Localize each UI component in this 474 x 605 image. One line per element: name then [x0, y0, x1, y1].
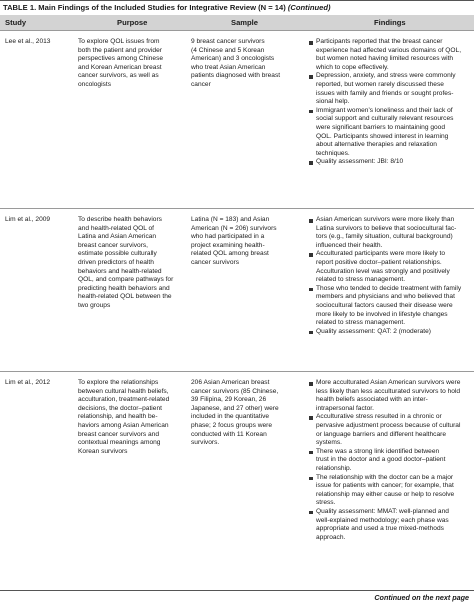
finding-line: reported, but women rarely discussed these: [316, 80, 444, 88]
finding-line: Participants reported that the breast cancer: [316, 38, 443, 45]
sample-line: 9 breast cancer survivors: [191, 38, 265, 45]
finding-bullet-item: [308, 413, 472, 447]
sample-line: related QOL among breast: [191, 250, 269, 258]
sample-cell: [191, 38, 301, 90]
finding-line: related to stress management.: [316, 319, 406, 327]
purpose-line: health-related QOL between the: [78, 293, 172, 301]
purpose-line: QOL, and compare pathways for: [78, 276, 174, 284]
finding-line: were significant barriers to maintaining good: [316, 123, 446, 131]
column-header-study: Study: [5, 18, 27, 27]
purpose-line: decisions, the doctor–patient: [78, 404, 162, 412]
purpose-line: To describe health behaviors: [78, 216, 162, 223]
sample-cell: [191, 216, 301, 268]
sample-line: who treat Asian American: [191, 63, 266, 71]
finding-bullet-item: [308, 508, 472, 542]
purpose-line: behaviors and health-related: [78, 267, 162, 275]
purpose-line: between cultural health beliefs,: [78, 387, 169, 395]
study-cell: Lim et al., 2012: [5, 379, 51, 386]
column-header-findings: Findings: [374, 18, 406, 27]
finding-line: issue for patients with cancer; for example, that: [316, 482, 454, 490]
purpose-line: relationship, and health be-: [78, 413, 158, 421]
finding-line: which to cope effectively.: [316, 63, 389, 71]
finding-line: tors (e.g., family situation, cultural background): [316, 233, 453, 241]
sample-cell: [191, 379, 301, 448]
finding-line: Quality assessment: QAT: 2 (moderate): [316, 327, 431, 335]
sample-line: (4 Chinese and 5 Korean: [191, 46, 265, 54]
study-cell: Lee et al., 2013: [5, 38, 51, 45]
finding-line: sional help.: [316, 98, 350, 106]
purpose-line: two groups: [78, 301, 111, 309]
finding-line: There was a strong link identified between: [316, 447, 440, 455]
finding-line: QOL. Participants showed interest in learning: [316, 132, 449, 140]
purpose-line: both the patient and provider: [78, 46, 162, 54]
finding-line: Depression, anxiety, and stress were commonly: [316, 72, 456, 80]
sample-line: 206 Asian American breast: [191, 379, 270, 386]
table-header: [0, 15, 474, 30]
purpose-line: perspectives among Chinese: [78, 55, 164, 63]
finding-line: Acculturative stress resulted in a chronic or: [316, 413, 442, 421]
column-header-sample: Sample: [231, 18, 259, 27]
purpose-line: cancer survivors, as well as: [78, 72, 159, 80]
purpose-line: and Korean American breast: [78, 63, 162, 71]
finding-line: approach.: [316, 533, 346, 541]
sample-line: cancer: [191, 80, 211, 88]
purpose-line: Korean survivors: [78, 447, 128, 455]
continued-note: Continued on the next page: [0, 590, 474, 605]
purpose-line: contextual meanings among: [78, 439, 161, 447]
finding-bullet-item: [308, 72, 472, 106]
finding-line: pervasive adjustment process because of cultural: [316, 421, 461, 429]
table-title: [0, 0, 474, 14]
sample-line: patients diagnosed with breast: [191, 72, 281, 80]
finding-line: relationship.: [316, 464, 352, 472]
purpose-line: To explore the relationships: [78, 379, 159, 386]
table-row: [0, 30, 474, 208]
sample-line: survivors.: [191, 439, 220, 447]
finding-line: Acculturated participants were more likely to: [316, 250, 445, 258]
finding-line: Immigrant women’s loneliness and their lack of: [316, 106, 453, 114]
sample-line: 39 Filipina, 29 Korean, 26: [191, 396, 267, 404]
finding-bullet-item: [308, 158, 472, 167]
sample-line: project examining health-: [191, 241, 265, 249]
finding-line: related to stress management.: [316, 276, 406, 284]
findings-cell: [308, 38, 472, 167]
findings-cell: [308, 216, 472, 336]
sample-line: conducted with 11 Korean: [191, 430, 267, 438]
finding-bullet-item: [308, 448, 472, 474]
finding-bullet-item: [308, 474, 472, 508]
finding-bullet-item: [308, 379, 472, 413]
finding-bullet-item: [308, 216, 472, 250]
finding-line: members and physicians and who believed that: [316, 293, 455, 301]
purpose-line: haviors among Asian American: [78, 421, 169, 429]
purpose-line: oncologists: [78, 80, 111, 88]
finding-line: or language barriers and different healthcare: [316, 430, 447, 438]
purpose-line: Latina and Asian American: [78, 233, 157, 241]
sample-line: who had participated in a: [191, 233, 265, 241]
sample-line: cancer survivors (85 Chinese,: [191, 387, 279, 395]
finding-line: less likely than less acculturated survivors to hold: [316, 387, 461, 395]
table-row: [0, 208, 474, 371]
column-header-purpose: Purpose: [117, 18, 148, 27]
finding-line: Quality assessment: MMAT: well-planned and: [316, 507, 449, 515]
finding-line: more likely to be involved in lifestyle changes: [316, 310, 448, 318]
finding-line: sociocultural factors caused their disease were: [316, 301, 453, 309]
sample-line: phase; 2 focus groups were: [191, 421, 273, 429]
purpose-line: predicting health behaviors and: [78, 284, 170, 292]
purpose-cell: [78, 216, 188, 311]
purpose-line: breast cancer survivors,: [78, 241, 148, 249]
finding-line: experience had affected various domains of QOL,: [316, 46, 462, 54]
purpose-line: and health-related QOL of: [78, 224, 154, 232]
sample-line: Japanese, and 27 other) were: [191, 404, 279, 412]
finding-line: about alternative therapies and relaxation: [316, 141, 437, 149]
purpose-line: driven predictors of health: [78, 258, 154, 266]
finding-line: Those who tended to decide treatment with family: [316, 284, 462, 292]
sample-line: American) and 3 oncologists: [191, 55, 275, 63]
finding-line: issues with family and friends or sought profes-: [316, 89, 454, 97]
sample-line: Latina (N = 183) and Asian: [191, 216, 270, 223]
finding-bullet-item: [308, 285, 472, 328]
finding-line: influenced their health.: [316, 241, 383, 249]
purpose-cell: [78, 379, 188, 456]
finding-line: Quality assessment: JBI: 8/10: [316, 158, 404, 166]
table-title-suffix: (Continued): [287, 3, 331, 12]
finding-line: relationship may either cause or help to resolve: [316, 490, 455, 498]
finding-line: trust in the doctor and a good doctor–patient: [316, 456, 446, 464]
finding-line: techniques.: [316, 149, 350, 157]
sample-line: American (N = 206) survivors: [191, 224, 277, 232]
finding-bullet-item: [308, 250, 472, 284]
finding-line: well-explained methodology; each phase was: [316, 516, 449, 524]
finding-line: systems.: [316, 439, 343, 447]
sample-line: cancer survivors: [191, 258, 240, 266]
purpose-line: estimate possible culturally: [78, 250, 157, 258]
study-cell: Lim et al., 2009: [5, 216, 51, 223]
finding-line: report positive doctor–patient relationships.: [316, 258, 442, 266]
purpose-cell: [78, 38, 188, 90]
finding-line: health beliefs associated with an inter-: [316, 396, 428, 404]
finding-bullet-item: [308, 328, 472, 337]
finding-bullet-item: [308, 38, 472, 72]
table-row: [0, 371, 474, 590]
finding-line: More acculturated Asian American survivors were: [316, 379, 461, 386]
table-title-text: TABLE 1. Main Findings of the Included Studies for Integrative Review (N = 14): [3, 3, 286, 12]
purpose-line: acculturation, treatment-related: [78, 396, 170, 404]
finding-line: Asian American survivors were more likely than: [316, 216, 455, 223]
finding-line: social support and culturally relevant resources: [316, 115, 454, 123]
purpose-line: breast cancer survivors and: [78, 430, 159, 438]
finding-line: appropriate and used a true mixed-methods: [316, 525, 444, 533]
findings-cell: [308, 379, 472, 542]
purpose-line: To explore QOL issues from: [78, 38, 160, 45]
sample-line: included in the quantitative: [191, 413, 270, 421]
finding-line: stress.: [316, 499, 336, 507]
finding-line: but women noted having limited resources with: [316, 55, 454, 63]
finding-line: Acculturation level was strongly and positively: [316, 267, 450, 275]
finding-bullet-item: [308, 107, 472, 159]
finding-line: Latina survivors to believe that sociocultural fac-: [316, 224, 457, 232]
finding-line: intrapersonal factor.: [316, 404, 374, 412]
finding-line: The relationship with the doctor can be a major: [316, 473, 454, 481]
